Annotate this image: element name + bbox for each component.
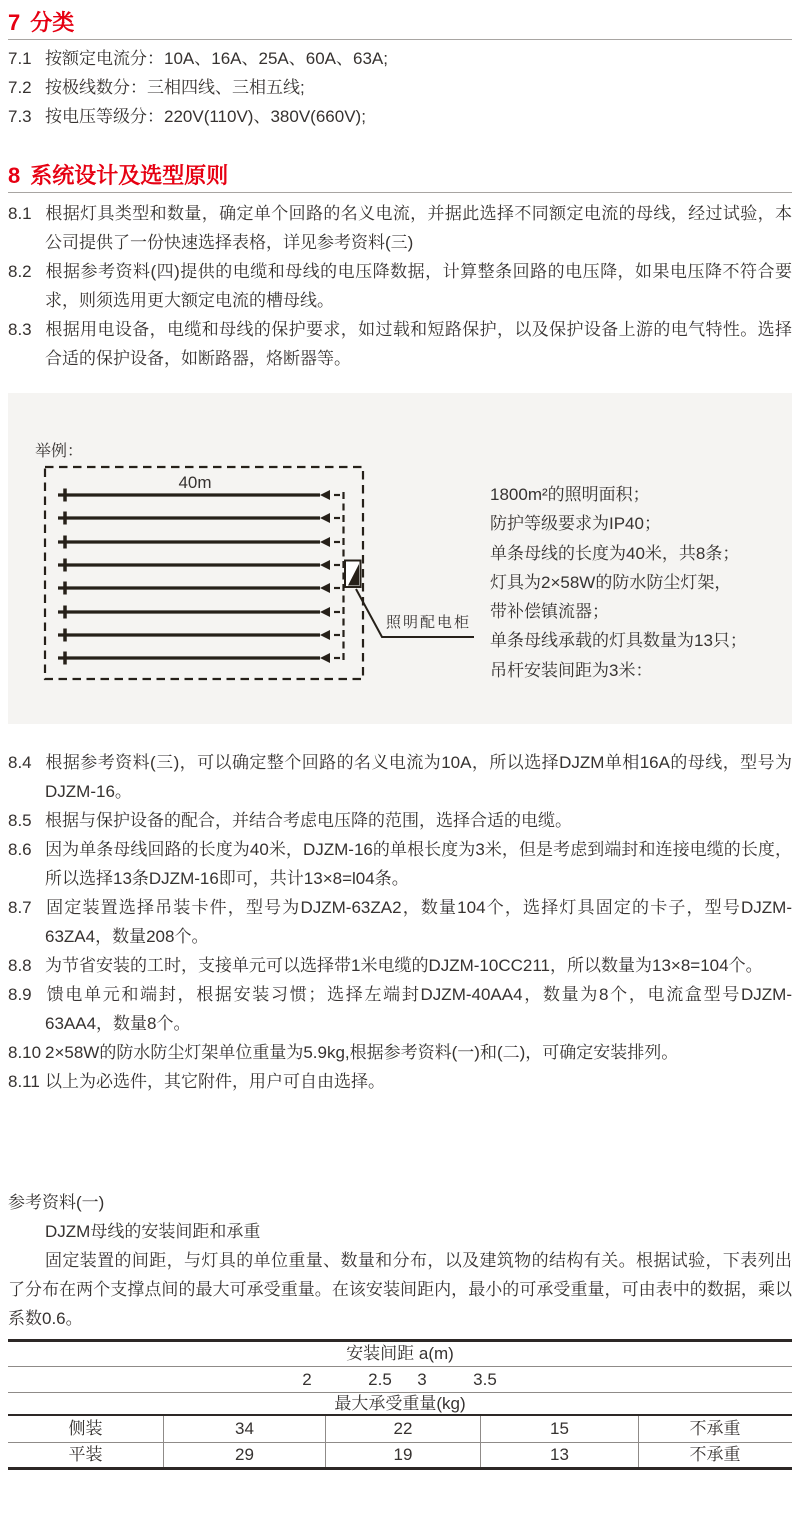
- classification-item: [8, 44, 792, 73]
- section-number: 7: [8, 10, 21, 35]
- diagram-length-label: 40m: [178, 473, 212, 492]
- example-notes: [490, 480, 790, 685]
- note-line: 灯具为2×58W的防水防尘灯架，: [490, 572, 732, 592]
- spacing-value: 2: [302, 1370, 312, 1389]
- design-principles-top: [8, 199, 792, 373]
- item-text: 根据参考资料(三)，可以确定整个回路的名义电流为10A，所以选择DJZM单相16A的母线，型号为DJZM-16。: [45, 753, 792, 801]
- reference-title: 参考资料(一): [8, 1193, 105, 1212]
- item-number: 8.10: [8, 1043, 42, 1062]
- design-principle-item: [8, 199, 792, 257]
- item-text: 馈电单元和端封，根据安装习惯；选择左端封DJZM-40AA4，数量为8个，电流盒型号DJZM-63AA4，数量8个。: [45, 985, 792, 1033]
- cabinet-label: 照明配电柜: [386, 614, 472, 631]
- section-number: 8: [8, 163, 21, 188]
- spacing-value: 2.5: [368, 1370, 392, 1389]
- item-text: 为节省安装的工时，支接单元可以选择带1米电缆的DJZM-10CC211，所以数量为13×8=104个。: [45, 956, 763, 975]
- value-cell: 29: [163, 1443, 325, 1467]
- item-number: 8.8: [8, 956, 32, 975]
- spacing-values-row: [8, 1366, 792, 1392]
- value-cell: 不承重: [638, 1416, 791, 1442]
- design-principle-item: [8, 1067, 792, 1096]
- note-line: 吊杆安装间距为3米：: [490, 660, 653, 680]
- item-text: 按额定电流分：10A、16A、25A、60A、63A;: [45, 49, 388, 68]
- busway-line: [58, 582, 340, 595]
- item-text: 根据与保护设备的配合，并结合考虑电压降的范围，选择合适的电缆。: [45, 811, 572, 830]
- item-number: 7.3: [8, 107, 32, 126]
- design-principles-bottom: [8, 748, 792, 1096]
- item-number: 7.1: [8, 49, 32, 68]
- value-cell: 34: [163, 1416, 325, 1442]
- design-principle-item: [8, 980, 792, 1038]
- reference-block: [8, 1188, 792, 1333]
- value-cell: 19: [325, 1443, 480, 1467]
- busway-line: [58, 536, 340, 549]
- spacing-value: 3: [417, 1370, 427, 1389]
- design-principle-item: [8, 806, 792, 835]
- table-row: [8, 1442, 792, 1467]
- value-cell: 不承重: [638, 1443, 791, 1467]
- item-number: 8.9: [8, 985, 32, 1004]
- cabinet-symbol: [345, 561, 361, 588]
- reference-paragraph: 固定装置的间距，与灯具的单位重量、数量和分布，以及建筑物的结构有关。根据试验，下表列出了分布在两个支撑点间的最大可承受重量。在该安装间距内，最小的可承受重量，可由表中的数据，乘以系数0.6。: [8, 1251, 792, 1328]
- item-number: 7.2: [8, 78, 32, 97]
- value-cell: 13: [480, 1443, 638, 1467]
- example-label: 举例：: [35, 443, 84, 460]
- design-principle-item: [8, 257, 792, 315]
- item-number: 8.6: [8, 840, 32, 859]
- busway-line: [58, 559, 340, 572]
- note-line: 单条母线承载的灯具数量为13只；: [490, 631, 747, 651]
- table-header-spacing: 安装间距 a(m): [346, 1344, 454, 1363]
- busway-line: [58, 512, 340, 525]
- page: [0, 10, 800, 1522]
- item-number: 8.4: [8, 753, 32, 772]
- item-text: 根据灯具类型和数量，确定单个回路的名义电流，并据此选择不同额定电流的母线，经过试验，本公司提供了一份快速选择表格，详见参考资料(三): [45, 204, 792, 252]
- item-text: 因为单条母线回路的长度为40米，DJZM-16的单根长度为3米，但是考虑到端封和连接电缆的长度，所以选择13条DJZM-16即可，共计13×8=l04条。: [45, 840, 792, 888]
- note-line: 单条母线的长度为40米，共8条；: [490, 543, 740, 563]
- item-text: 以上为必选件，其它附件，用户可自由选择。: [45, 1072, 385, 1091]
- classification-list: [8, 44, 792, 131]
- mounting-table: [8, 1339, 792, 1470]
- busway-line: [58, 606, 340, 619]
- section-8-heading: [8, 163, 792, 193]
- item-text: 按电压等级分：220V(110V)、380V(660V);: [45, 107, 366, 126]
- busway-line: [58, 652, 340, 665]
- design-principle-item: [8, 951, 792, 980]
- item-text: 根据用电设备，电缆和母线的保护要求，如过载和短路保护，以及保护设备上游的电气特性。选择合适的保护设备，如断路器，烙断器等。: [45, 320, 792, 368]
- design-principle-item: [8, 835, 792, 893]
- busway-line: [58, 629, 340, 642]
- section-title: 系统设计及选型原则: [30, 163, 229, 188]
- note-line: 带补偿镇流器；: [490, 602, 609, 622]
- spacing-value: 3.5: [473, 1370, 497, 1389]
- item-text: 固定装置选择吊装卡件，型号为DJZM-63ZA2，数量104个，选择灯具固定的卡子，型号DJZM-63ZA4，数量208个。: [45, 898, 792, 946]
- value-cell: 15: [480, 1416, 638, 1442]
- note-line: 防护等级要求为IP40；: [490, 514, 661, 534]
- design-principle-item: [8, 1038, 792, 1067]
- item-text: 按极线数分：三相四线、三相五线;: [45, 78, 305, 97]
- item-number: 8.1: [8, 204, 32, 223]
- item-number: 8.5: [8, 811, 32, 830]
- section-title: 分类: [30, 10, 75, 35]
- design-principle-item: [8, 893, 792, 951]
- value-cell: 22: [325, 1416, 480, 1442]
- room-outline: [45, 467, 363, 679]
- design-principle-item: [8, 315, 792, 373]
- item-text: 2×58W的防水防尘灯架单位重量为5.9kg,根据参考资料(一)和(二)，可确定安装排列。: [45, 1043, 679, 1062]
- classification-item: [8, 102, 792, 131]
- item-text: 根据参考资料(四)提供的电缆和母线的电压降数据，计算整条回路的电压降，如果电压降不符合要求，则须选用更大额定电流的槽母线。: [45, 262, 792, 310]
- note-line: 1800m²的照明面积；: [490, 485, 650, 504]
- row-label-cell: 平装: [68, 1445, 103, 1464]
- classification-item: [8, 73, 792, 102]
- table-row: [8, 1414, 792, 1442]
- table-header-weight: 最大承受重量(kg): [8, 1392, 792, 1414]
- design-principle-item: [8, 748, 792, 806]
- item-number: 8.3: [8, 320, 32, 339]
- example-panel: [8, 393, 792, 724]
- item-number: 8.7: [8, 898, 32, 917]
- row-label-cell: 侧装: [68, 1419, 103, 1438]
- item-number: 8.11: [8, 1072, 40, 1091]
- reference-subtitle: DJZM母线的安装间距和承重: [45, 1222, 261, 1241]
- item-number: 8.2: [8, 262, 32, 281]
- section-7-heading: [8, 10, 792, 40]
